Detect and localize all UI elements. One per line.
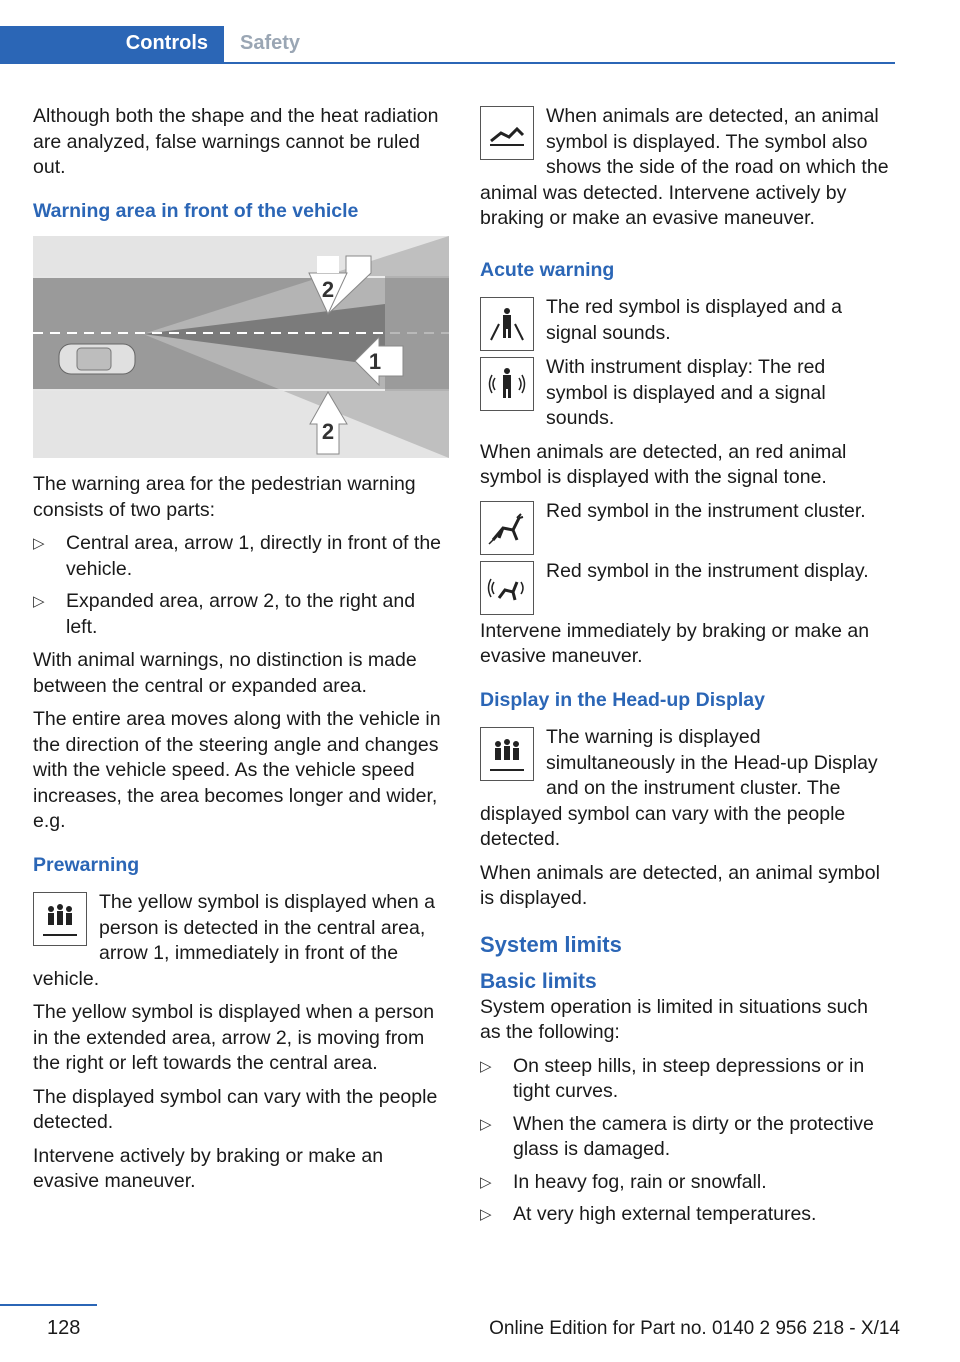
edition-text: Online Edition for Part no. 0140 2 956 218 - X/14 bbox=[489, 1318, 900, 1339]
tab-controls-label: Controls bbox=[125, 32, 208, 54]
paragraph: With instrument display: The red symbol is displayed and a signal sounds. bbox=[546, 356, 826, 429]
left-column bbox=[33, 104, 449, 1203]
list-item: ▷ At very high external temperatures. bbox=[480, 1202, 890, 1228]
subheading-acute-warning: Acute warning bbox=[480, 258, 615, 281]
paragraph: The red symbol is displayed and a signal sounds. bbox=[546, 296, 842, 344]
deer-sound-icon bbox=[480, 561, 534, 615]
paragraph: System operation is limited in situations such as the following: bbox=[480, 995, 869, 1043]
pedestrian-sound-icon bbox=[480, 357, 534, 411]
list-item: ▷ On steep hills, in steep depressions or in tight curves. bbox=[480, 1054, 865, 1102]
paragraph: Red symbol in the instrument display. bbox=[546, 559, 869, 582]
bullet-triangle-icon: ▷ bbox=[480, 1173, 492, 1191]
paragraph: The warning is displayed simultaneously in the Head-up Display and on the instrument cluster. The displayed symbol can vary with the people detected. bbox=[480, 726, 878, 850]
limits-list bbox=[480, 1054, 890, 1228]
right-column bbox=[480, 104, 890, 1236]
paragraph: Intervene immediately by braking or make an evasive maneuver. bbox=[480, 619, 870, 667]
paragraph: The warning area for the pedestrian warning consists of two parts: bbox=[33, 473, 416, 521]
car-icon bbox=[59, 344, 135, 374]
subheading-prewarning: Prewarning bbox=[33, 853, 140, 876]
paragraph: When animals are detected, an animal symbol is displayed. The symbol also shows the side of the road on which the animal was detected. Intervene actively by braking or make an evasive maneuver. bbox=[480, 105, 889, 229]
heading-system-limits: System limits bbox=[480, 931, 622, 957]
list-item: ▷ In heavy fog, rain or snowfall. bbox=[480, 1170, 890, 1196]
header-rule bbox=[0, 26, 895, 64]
tab-safety[interactable]: Safety bbox=[240, 32, 301, 54]
diagram-label: 2 bbox=[321, 419, 335, 444]
subheading-head-up-display: Display in the Head-up Display bbox=[480, 688, 765, 711]
paragraph: The displayed symbol can vary with the people detected. bbox=[33, 1085, 438, 1133]
bullet-triangle-icon: ▷ bbox=[480, 1115, 492, 1133]
diagram-label: 1 bbox=[368, 349, 382, 374]
list-item: ▷ Central area, arrow 1, directly in front of the vehicle. bbox=[33, 532, 442, 580]
bullet-triangle-icon: ▷ bbox=[33, 535, 45, 552]
bullet-triangle-icon: ▷ bbox=[480, 1057, 492, 1075]
subheading-warning-area: Warning area in front of the vehicle bbox=[33, 199, 359, 222]
paragraph: With animal warnings, no distinction is made between the central or expanded area. bbox=[33, 649, 417, 697]
warning-area-list bbox=[33, 531, 449, 640]
page-number: 128 bbox=[47, 1317, 81, 1339]
diagram-label: 2 bbox=[321, 277, 335, 302]
paragraph: The yellow symbol is displayed when a person is detected in the central area, arrow 1, immediately in front of the vehicle. bbox=[33, 891, 435, 990]
heading-basic-limits: Basic limits bbox=[480, 970, 597, 993]
paragraph: Intervene actively by braking or make an evasive maneuver. bbox=[33, 1144, 384, 1192]
list-item: ▷ Expanded area, arrow 2, to the right and left. bbox=[33, 590, 416, 638]
deer-warning-icon bbox=[480, 501, 534, 555]
footer-rule bbox=[0, 1304, 97, 1306]
paragraph: Red symbol in the instrument cluster. bbox=[546, 499, 866, 522]
paragraph: When animals are detected, an animal symbol is displayed. bbox=[480, 861, 880, 909]
paragraph: Although both the shape and the heat radiation are analyzed, false warnings cannot be ruled out. bbox=[33, 105, 439, 178]
list-item: ▷ When the camera is dirty or the protective glass is damaged. bbox=[480, 1112, 874, 1160]
people-warning-icon bbox=[33, 892, 87, 946]
animal-warning-icon bbox=[480, 106, 534, 160]
bullet-triangle-icon: ▷ bbox=[480, 1206, 492, 1223]
paragraph: When animals are detected, an red animal symbol is displayed with the signal tone. bbox=[480, 440, 847, 488]
bullet-triangle-icon: ▷ bbox=[33, 593, 45, 610]
people-hud-icon bbox=[480, 727, 534, 781]
paragraph: The entire area moves along with the vehicle in the direction of the steering angle and changes with the vehicle speed. As the vehicle speed increases, the area becomes longer and wider, e.g. bbox=[33, 708, 441, 832]
pedestrian-warning-icon bbox=[480, 297, 534, 351]
paragraph: The yellow symbol is displayed when a person in the extended area, arrow 2, is moving from the right or left towards the central area. bbox=[33, 1001, 435, 1074]
warning-area-diagram bbox=[33, 236, 449, 458]
